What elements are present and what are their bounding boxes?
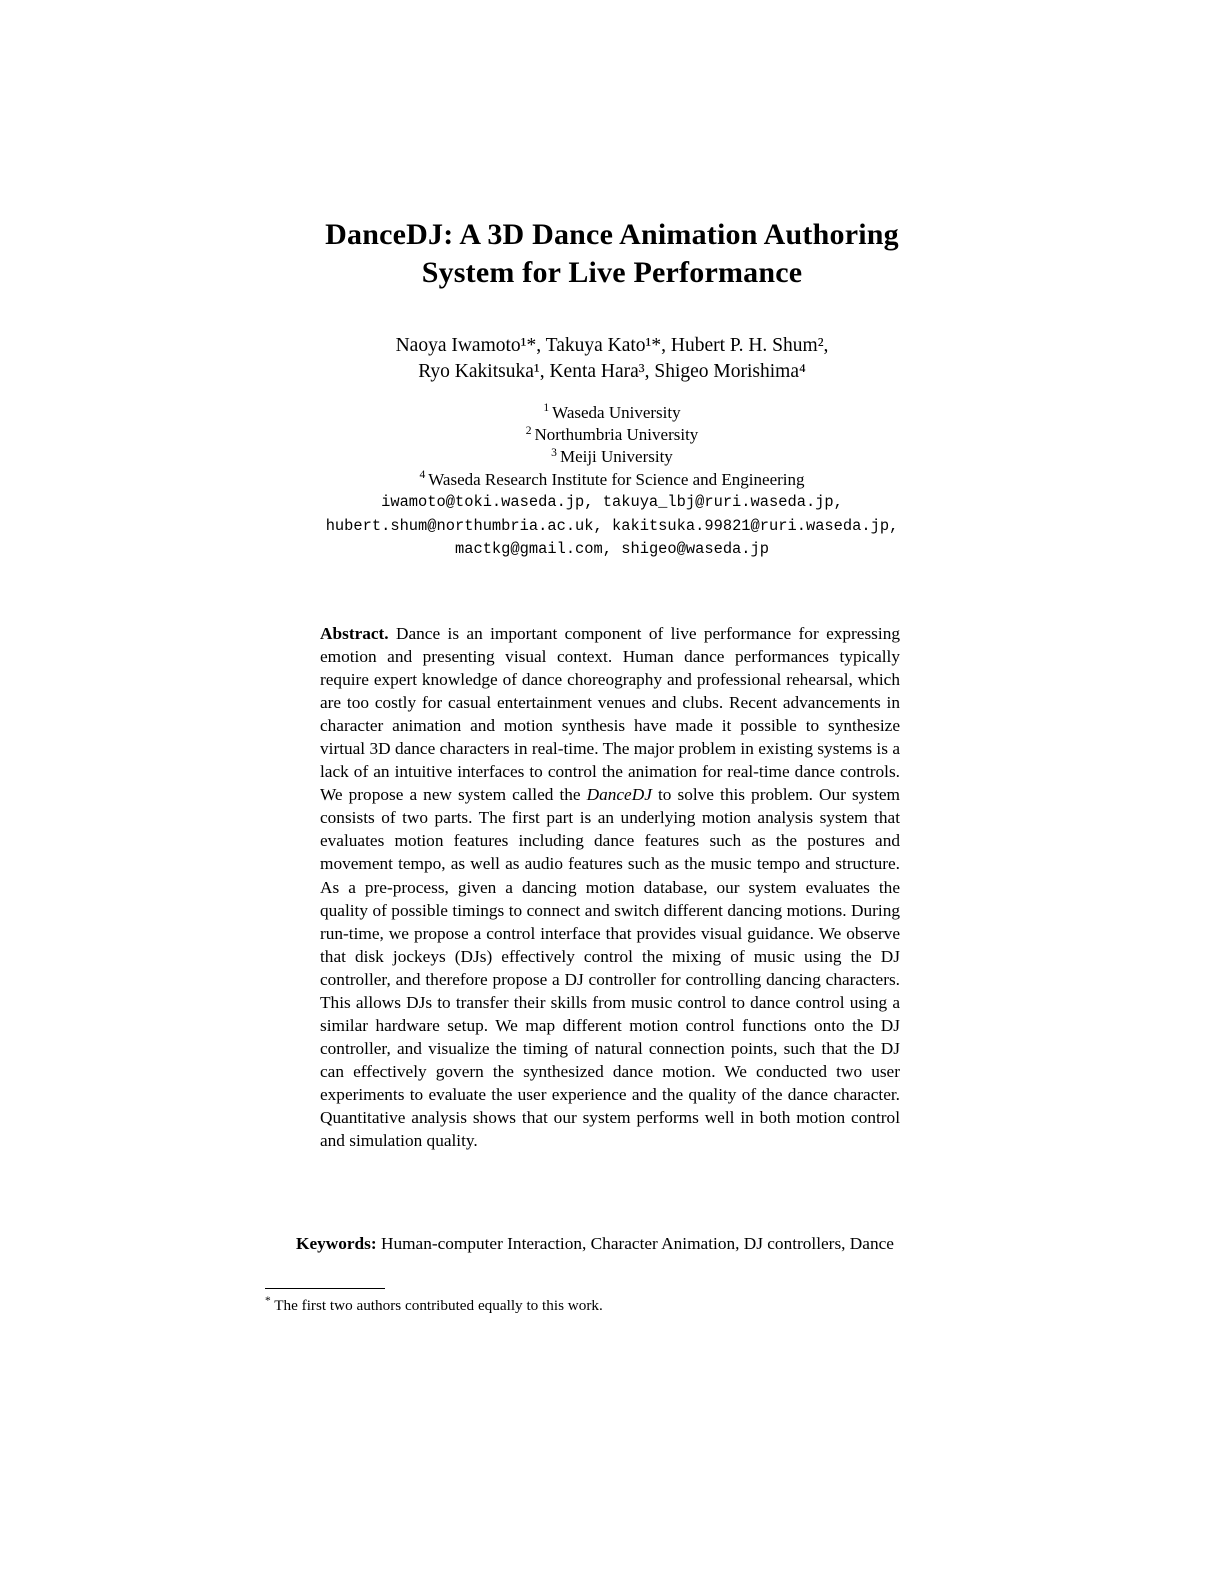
- author-line-2: Ryo Kakitsuka¹, Kenta Hara³, Shigeo Morishima⁴: [418, 361, 806, 382]
- abstract-system-name: DanceDJ: [586, 785, 652, 805]
- footnote-divider: [265, 1288, 385, 1289]
- abstract-body-part-2: to solve this problem. Our system consists of two parts. The first part is an underlying motion analysis system that evaluates motion features including dance features such as the postures and movement tempo, as well as audio features such as the music tempo and structure. As a pre-process, given a dancing motion database, our system evaluates the quality of possible timings to connect and switch different dancing motions. During run-time, we propose a control interface that provides visual guidance. We observe that disk jockeys (DJs) effectively control the mixing of music using the DJ controller, and therefore propose a DJ controller for controlling dancing characters. This allows DJs to transfer their skills from music control to dance control using a similar hardware setup. We map different motion control functions onto the DJ controller, and visualize the timing of natural connection points, such that the DJ can effectively govern the synthesized dance motion. We conducted two user experiments to evaluate the user experience and the quality of the dance character. Quantitative analysis shows that our system performs well in both motion control and simulation quality.: [320, 785, 900, 1151]
- footnote-marker: *: [265, 1294, 271, 1307]
- affiliation-name-4: Waseda Research Institute for Science and Engineering: [428, 469, 805, 489]
- affiliation-1: [212, 402, 1012, 424]
- abstract-label: Abstract.: [320, 624, 389, 643]
- email-line-1: iwamoto@toki.waseda.jp, takuya_lbj@ruri.waseda.jp,: [381, 493, 843, 511]
- title-line-1: DanceDJ: A 3D Dance Animation Authoring: [325, 218, 899, 251]
- email-line-2: hubert.shum@northumbria.ac.uk, kakitsuka.99821@ruri.waseda.jp,: [325, 516, 899, 535]
- keywords-section: [264, 1232, 954, 1255]
- affiliation-list: [212, 402, 1012, 491]
- abstract-section: [320, 622, 900, 1152]
- footnote-text: The first two authors contributed equally to this work.: [270, 1297, 603, 1314]
- affiliation-marker-2: 2: [525, 423, 532, 437]
- email-list: [192, 491, 1032, 562]
- affiliation-marker-3: 3: [551, 445, 557, 459]
- author-list: [212, 333, 1012, 385]
- abstract-body-part-1: Dance is an important component of live performance for expressing emotion and presenting visual context. Human dance performances typically require expert knowledge of dance choreography and professional rehearsal, which are too costly for casual entertainment venues and clubs. Recent advancements in character animation and motion synthesis have made it possible to synthesize virtual 3D dance characters in real-time. The major problem in existing systems is a lack of an intuitive interfaces to control the animation for real-time dance controls. We propose a new system called the: [320, 624, 900, 805]
- affiliation-name-2: Northumbria University: [534, 425, 699, 445]
- title-line-2: System for Live Performance: [421, 256, 803, 289]
- footnote: [265, 1296, 955, 1316]
- affiliation-name-1: Waseda University: [552, 403, 681, 422]
- author-line-1: Naoya Iwamoto¹*, Takuya Kato¹*, Hubert P. H. Shum²,: [395, 335, 829, 356]
- keywords-text: Human-computer Interaction, Character Animation, DJ controllers, Dance: [376, 1234, 894, 1253]
- affiliation-marker-1: 1: [543, 401, 550, 415]
- affiliation-name-3: Meiji University: [559, 447, 673, 467]
- keywords-label: Keywords:: [296, 1234, 377, 1253]
- affiliation-2: [212, 424, 1012, 446]
- affiliation-4: [212, 469, 1012, 491]
- email-line-3: mactkg@gmail.com, shigeo@waseda.jp: [454, 540, 770, 558]
- affiliation-3: [212, 446, 1012, 468]
- affiliation-marker-4: 4: [419, 467, 426, 481]
- page-title: [212, 216, 1012, 292]
